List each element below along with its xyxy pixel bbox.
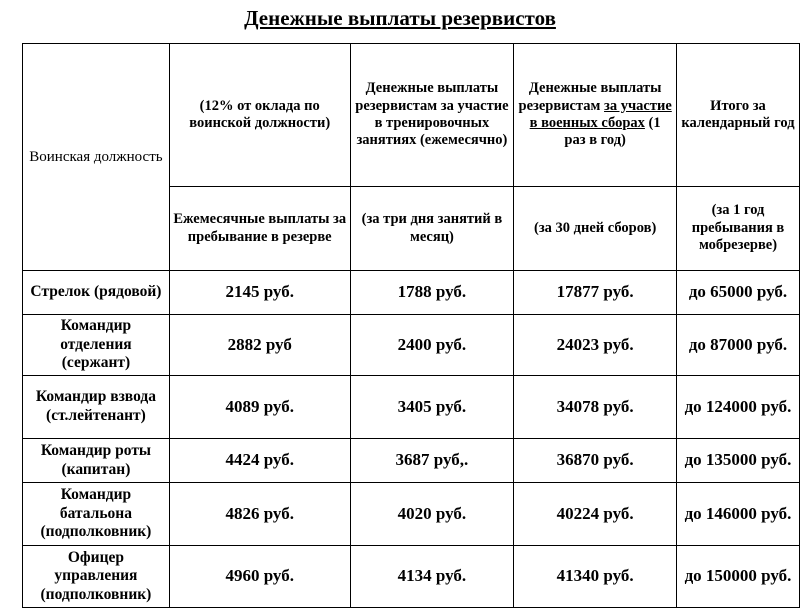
value-cell: 3687 руб,.	[350, 439, 514, 483]
payments-table	[22, 43, 800, 608]
value-cell: 24023 руб.	[514, 315, 677, 376]
value-cell: 4826 руб.	[169, 483, 350, 546]
value-cell: 41340 руб.	[514, 546, 677, 608]
value-cell: 2400 руб.	[350, 315, 514, 376]
value-cell: до 87000 руб.	[677, 315, 800, 376]
table-row	[23, 439, 800, 483]
position-cell: Командир отделения (сержант)	[23, 315, 170, 376]
value-cell: до 135000 руб.	[677, 439, 800, 483]
position-cell: Офицер управления (подполковник)	[23, 546, 170, 608]
value-cell: 4020 руб.	[350, 483, 514, 546]
position-cell: Командир роты (капитан)	[23, 439, 170, 483]
value-cell: до 124000 руб.	[677, 376, 800, 439]
table-row	[23, 483, 800, 546]
value-cell: 17877 руб.	[514, 271, 677, 315]
header-col3-top: Денежные выплаты резервистам за участие в военных сборах (1 раз в год)	[514, 44, 677, 187]
value-cell: 4424 руб.	[169, 439, 350, 483]
page-title: Денежные выплаты резервистов	[244, 6, 556, 30]
position-cell: Командир взвода (ст.лейтенант)	[23, 376, 170, 439]
value-cell: 36870 руб.	[514, 439, 677, 483]
header-col1-top: (12% от оклада по воинской должности)	[169, 44, 350, 187]
value-cell: 3405 руб.	[350, 376, 514, 439]
value-cell: 4089 руб.	[169, 376, 350, 439]
value-cell: 2882 руб	[169, 315, 350, 376]
value-cell: до 146000 руб.	[677, 483, 800, 546]
value-cell: 4134 руб.	[350, 546, 514, 608]
header-col3-bottom: (за 30 дней сборов)	[514, 187, 677, 271]
table-row	[23, 376, 800, 439]
position-cell: Стрелок (рядовой)	[23, 271, 170, 315]
value-cell: до 65000 руб.	[677, 271, 800, 315]
position-cell: Командир батальона (подполковник)	[23, 483, 170, 546]
header-col1-bottom: Ежемесячные выплаты за пребывание в резерве	[169, 187, 350, 271]
value-cell: 1788 руб.	[350, 271, 514, 315]
value-cell: до 150000 руб.	[677, 546, 800, 608]
header-col4-bottom: (за 1 год пребывания в мобрезерве)	[677, 187, 800, 271]
header-col4-top: Итого за календарный год	[677, 44, 800, 187]
value-cell: 2145 руб.	[169, 271, 350, 315]
value-cell: 4960 руб.	[169, 546, 350, 608]
table-row	[23, 271, 800, 315]
value-cell: 34078 руб.	[514, 376, 677, 439]
header-col2-bottom: (за три дня занятий в месяц)	[350, 187, 514, 271]
header-position: Воинская должность	[23, 44, 170, 271]
table-row	[23, 315, 800, 376]
table-row	[23, 546, 800, 608]
value-cell: 40224 руб.	[514, 483, 677, 546]
header-col2-top: Денежные выплаты резервистам за участие в тренировочных занятиях (ежемесячно)	[350, 44, 514, 187]
